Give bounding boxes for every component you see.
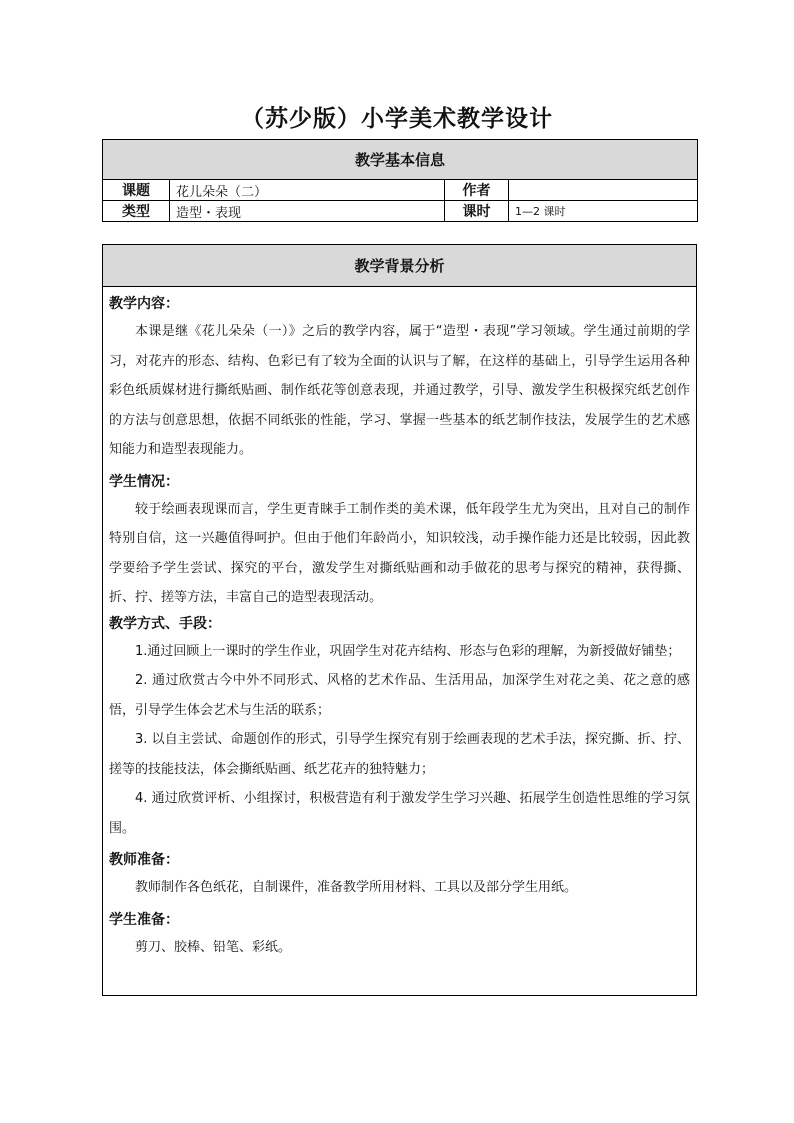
table-row (103, 180, 698, 201)
section-paragraph: 3. 以自主尝试、命题创作的形式，引导学生探究有别于绘画表现的艺术手法，探究撕、折、拧、搓等的技能技法，体会撕纸贴画、纸艺花卉的独特魅力； (109, 732, 690, 777)
hours-label: 课时 (445, 201, 509, 222)
section-student-preparation (109, 909, 690, 963)
section-title: 学生情况： (109, 473, 179, 490)
section-paragraph: 本课是继《花儿朵朵（一）》之后的教学内容，属于“造型・表现”学习领域。学生通过前期的学习，对花卉的形态、结构、色彩已有了较为全面的认识与了解，在这样的基础上，引导学生运用各种彩色纸质媒材进行撕纸贴画、制作纸花等创意表现，并通过教学，引导、激发学生积极探究纸艺创作的方法与创意思想，依据不同纸张的性能，学习、掌握一些基本的纸艺制作技法，发展学生的艺术感知能力和造型表现能力。 (109, 324, 690, 457)
section-paragraph: 2. 通过欣赏古今中外不同形式、风格的艺术作品、生活用品，加深学生对花之美、花之意的感悟，引导学生体会艺术与生活的联系； (109, 673, 690, 718)
background-analysis-header: 教学背景分析 (103, 245, 697, 287)
author-label: 作者 (445, 180, 509, 201)
section-teacher-preparation (109, 849, 690, 903)
basic-info-table (102, 139, 698, 222)
hours-value: 1—2 课时 (509, 201, 698, 222)
author-value (509, 180, 698, 201)
section-title: 学生准备： (109, 911, 179, 928)
section-title: 教学内容： (109, 296, 179, 312)
topic-value: 花儿朵朵（二） (170, 180, 445, 201)
table-row (103, 201, 698, 222)
section-teaching-methods (109, 613, 690, 844)
topic-label: 课题 (103, 180, 170, 201)
section-teaching-content (109, 293, 690, 465)
document-title: （苏少版）小学美术教学设计 (241, 106, 553, 132)
section-paragraph: 教师制作各色纸花，自制课件，准备教学所用材料、工具以及部分学生用纸。 (135, 880, 578, 895)
section-title: 教师准备： (109, 852, 179, 868)
section-paragraph: 4. 通过欣赏评析、小组探讨，积极营造有利于激发学生学习兴趣、拓展学生创造性思维的学习氛围。 (109, 791, 690, 836)
type-value: 造型・表现 (170, 201, 445, 222)
basic-info-header: 教学基本信息 (103, 140, 698, 180)
section-paragraph: 较于绘画表现课而言，学生更青睐手工制作类的美术课，低年段学生尤为突出，且对自己的制作特别自信，这一兴趣值得呵护。但由于他们年龄尚小，知识较浅，动手操作能力还是比较弱，因此教学要给予学生尝试、探究的平台，激发学生对撕纸贴画和动手做花的思考与探究的精神，获得撕、折、拧、搓等方法，丰富自己的造型表现活动。 (109, 501, 690, 605)
section-paragraph: 1.通过回顾上一课时的学生作业，巩固学生对花卉结构、形态与色彩的理解，为新授做好铺垫； (135, 643, 681, 659)
section-student-situation (109, 471, 690, 613)
type-label: 类型 (103, 201, 170, 222)
background-analysis-table (102, 244, 697, 996)
section-title: 教学方式、手段： (109, 615, 221, 632)
section-paragraph: 剪刀、胶棒、铅笔、彩纸。 (135, 939, 292, 955)
background-analysis-content (103, 287, 697, 996)
